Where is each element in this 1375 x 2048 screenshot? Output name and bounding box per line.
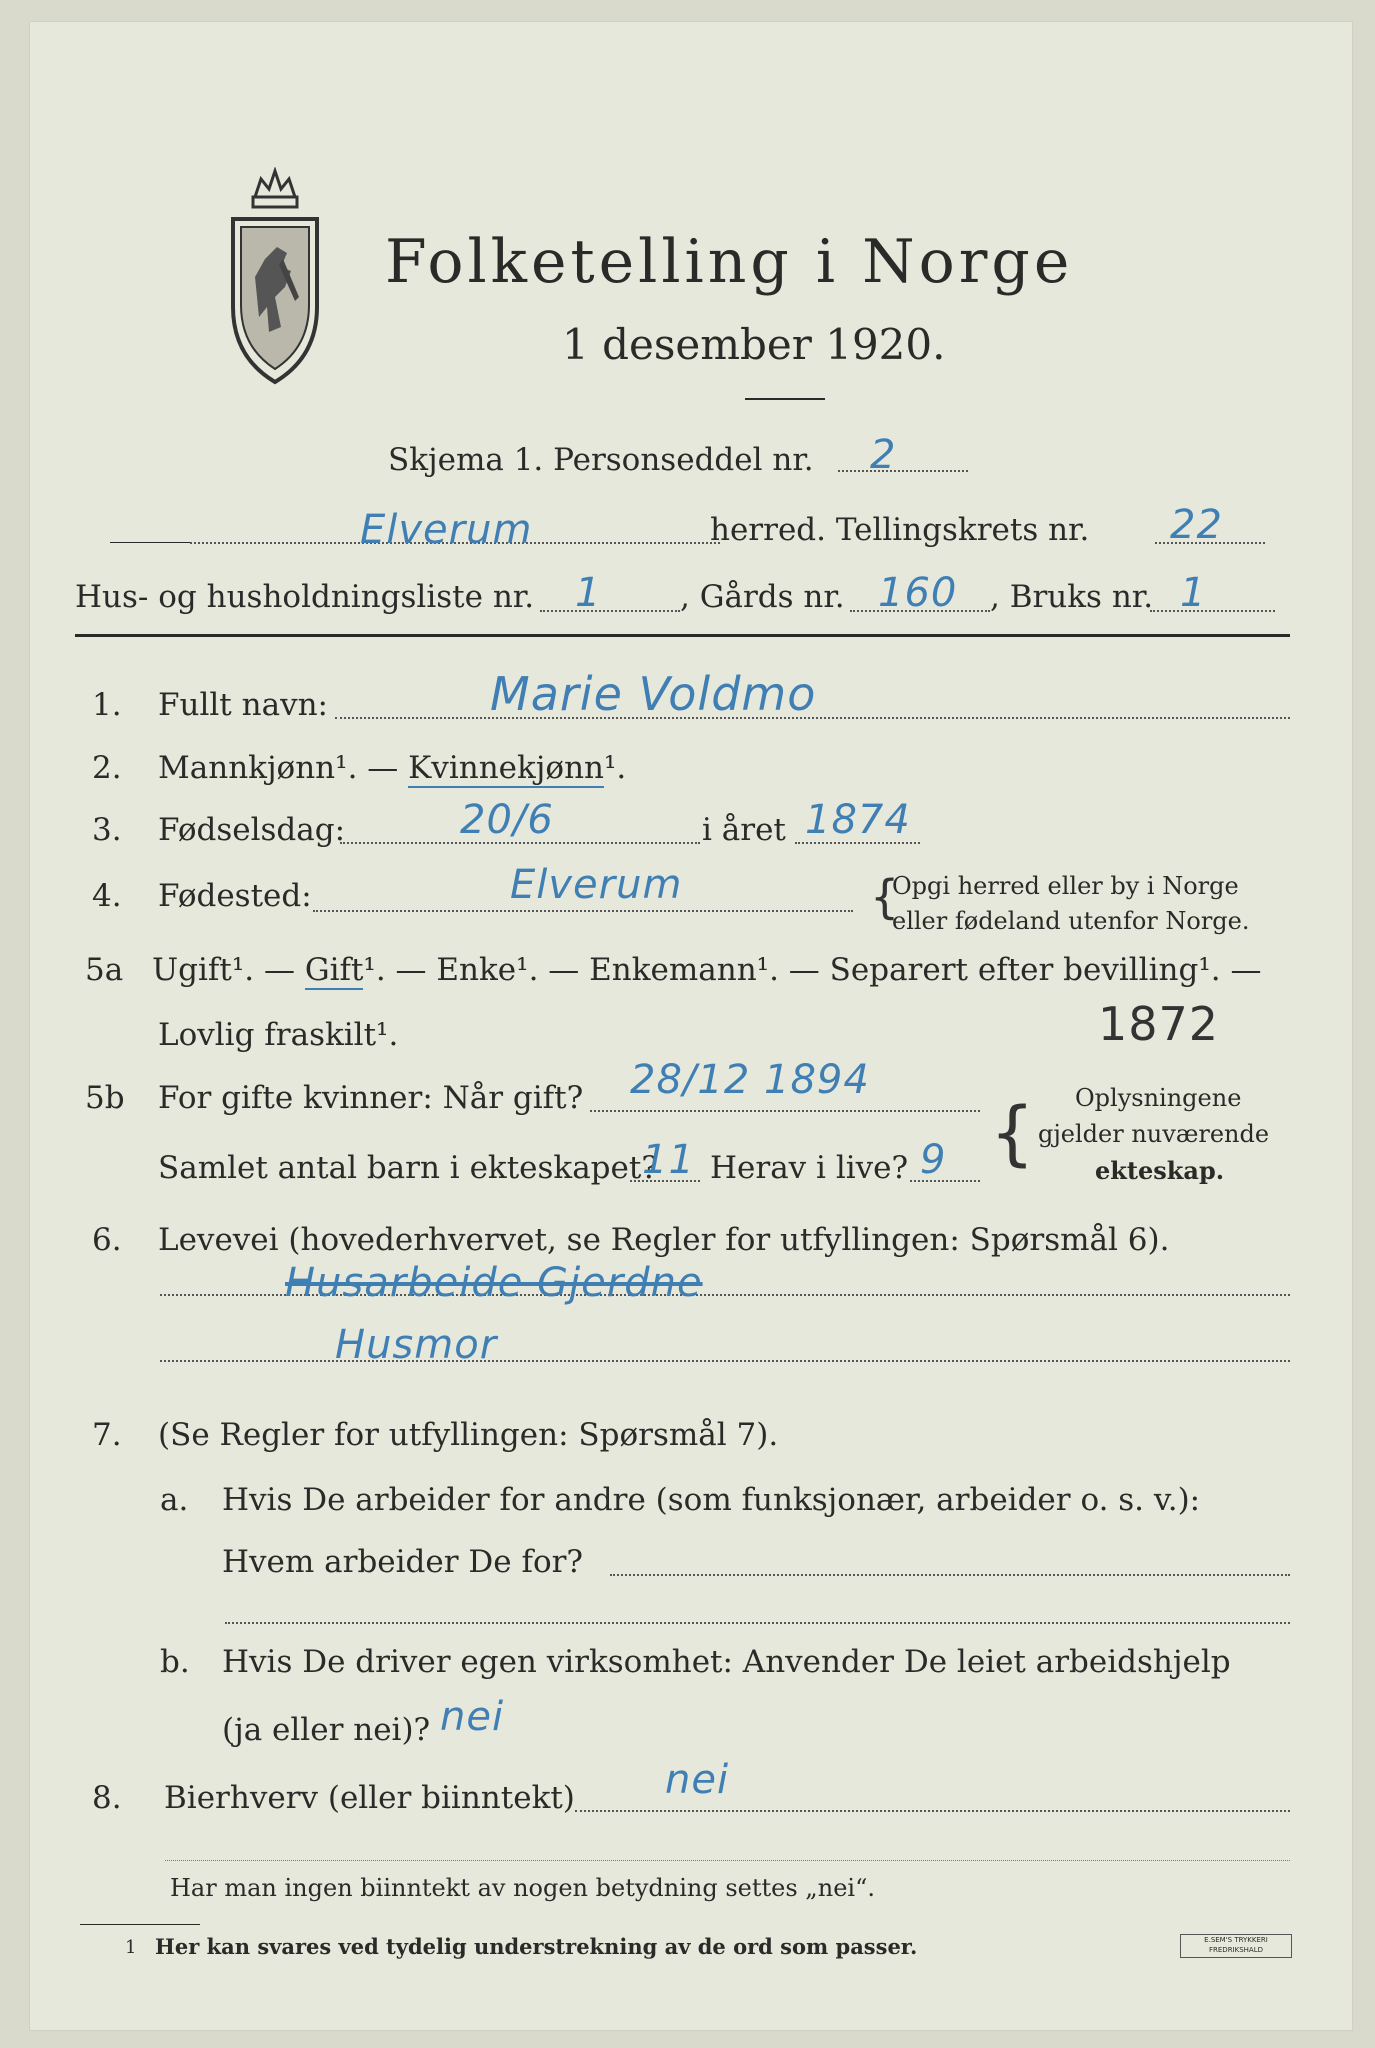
q2-number: 2.: [92, 750, 122, 786]
form-title: Folketelling i Norge: [385, 227, 1074, 297]
q8-label: Bierhverv (eller biinntekt): [164, 1780, 575, 1816]
q5a-number: 5a: [85, 952, 124, 988]
q4-label: Fødested:: [158, 878, 312, 914]
bruks-line: [1150, 610, 1275, 612]
q7-label: (Se Regler for utfyllingen: Spørsmål 7).: [158, 1417, 779, 1453]
q5b-value: 28/12 1894: [630, 1057, 870, 1103]
herred-value: Elverum: [360, 507, 533, 553]
q7-number: 7.: [92, 1417, 122, 1453]
q6-value-2: Husmor: [335, 1322, 498, 1368]
q1-label: Fullt navn:: [158, 687, 328, 723]
q5b-live-label: Herav i live?: [710, 1150, 909, 1186]
hus-line: [540, 610, 680, 612]
herred-label: herred. Tellingskrets nr.: [710, 512, 1090, 548]
q7a-letter: a.: [160, 1482, 189, 1518]
q6-line-2: [160, 1360, 1290, 1362]
personseddel-line: [838, 470, 968, 472]
footer-line: [165, 1860, 1290, 1861]
q6-number: 6.: [92, 1222, 122, 1258]
hus-value: 1: [575, 570, 602, 616]
q7a-line-2: [225, 1622, 1290, 1624]
q8-value: nei: [665, 1757, 730, 1803]
q8-line: [575, 1810, 1290, 1812]
form-subtitle: 1 desember 1920.: [562, 320, 946, 369]
q5b-note-1: Oplysningene: [1075, 1084, 1242, 1112]
q4-note-2: eller fødeland utenfor Norge.: [892, 907, 1250, 935]
skjema-label: Skjema 1. Personseddel nr.: [388, 442, 814, 478]
q5b-brace: {: [990, 1092, 1035, 1174]
q7a-text: Hvis De arbeider for andre (som funksjonær, arbeider o. s. v.):: [222, 1482, 1201, 1518]
q7b-question: (ja eller nei)?: [222, 1712, 431, 1748]
q7b-letter: b.: [160, 1644, 190, 1680]
q7b-text: Hvis De driver egen virksomhet: Anvender De leiet arbeidshjelp: [222, 1644, 1231, 1680]
gards-label: , Gårds nr.: [680, 579, 845, 615]
bruks-label: , Bruks nr.: [990, 579, 1154, 615]
q5b-number: 5b: [85, 1080, 125, 1116]
q3-year-value: 1874: [805, 797, 911, 843]
q4-note-1: Opgi herred eller by i Norge: [892, 872, 1239, 900]
q7a-question: Hvem arbeider De for?: [222, 1544, 584, 1580]
q5b-line: [590, 1110, 980, 1112]
q5b-live-value: 9: [920, 1137, 947, 1183]
q4-value: Elverum: [510, 862, 683, 908]
q2-text: Mannkjønn¹. — Kvinnekjønn¹.: [158, 750, 627, 786]
q3-value: 20/6: [460, 797, 554, 843]
q7b-value: nei: [440, 1694, 505, 1740]
herred-leading-line: [110, 542, 190, 543]
footnote-rule: [80, 1924, 200, 1925]
q5b-note-3: ekteskap.: [1095, 1156, 1225, 1185]
q5b-note-2: gjelder nuværende: [1038, 1120, 1270, 1148]
footnote-text: Her kan svares ved tydelig understrekning av de ord som passer.: [155, 1934, 918, 1959]
printer-stamp: E.SEM'S TRYKKERI FREDRIKSHALD: [1180, 1934, 1292, 1958]
q5a-selected-option: Gift: [304, 952, 364, 988]
footer-note: Har man ingen biinntekt av nogen betydning settes „nei“.: [170, 1874, 875, 1902]
q4-brace: {: [870, 870, 900, 924]
q4-line: [313, 910, 853, 912]
coat-of-arms-icon: [225, 167, 325, 392]
q5a-line2: Lovlig fraskilt¹.: [158, 1017, 399, 1053]
q5a-text: Ugift¹. — Gift¹. — Enke¹. — Enkemann¹. — Separert efter bevilling¹. —: [152, 952, 1262, 988]
header-divider: [75, 634, 1290, 637]
hus-label: Hus- og husholdningsliste nr.: [75, 579, 535, 615]
q4-number: 4.: [92, 878, 122, 914]
gards-value: 160: [878, 570, 958, 616]
title-divider: [745, 398, 825, 400]
q6-label: Levevei (hovederhvervet, se Regler for utfyllingen: Spørsmål 6).: [158, 1222, 1170, 1258]
q5b-barn-value: 11: [642, 1137, 695, 1183]
q7a-line-1: [610, 1574, 1290, 1576]
q5b-barn-label: Samlet antal barn i ekteskapet?: [158, 1150, 658, 1186]
q2-selected-option: Kvinnekjønn: [408, 750, 604, 786]
q6-value-1: Husarbeide Gjerdne: [285, 1260, 703, 1306]
q5b-label: For gifte kvinner: Når gift?: [158, 1080, 584, 1116]
q8-number: 8.: [92, 1780, 122, 1816]
q5b-extra-year: 1872: [1098, 997, 1220, 1051]
tellingskrets-value: 22: [1170, 502, 1223, 548]
footnote-number: 1: [125, 1937, 137, 1958]
personseddel-value: 2: [870, 432, 897, 478]
census-form: [30, 22, 1352, 2030]
q1-number: 1.: [92, 687, 122, 723]
q3-number: 3.: [92, 812, 122, 848]
q3-label: Fødselsdag:: [158, 812, 346, 848]
q3-year-label: i året: [702, 812, 786, 848]
bruks-value: 1: [1180, 570, 1207, 616]
q1-value: Marie Voldmo: [490, 667, 817, 721]
